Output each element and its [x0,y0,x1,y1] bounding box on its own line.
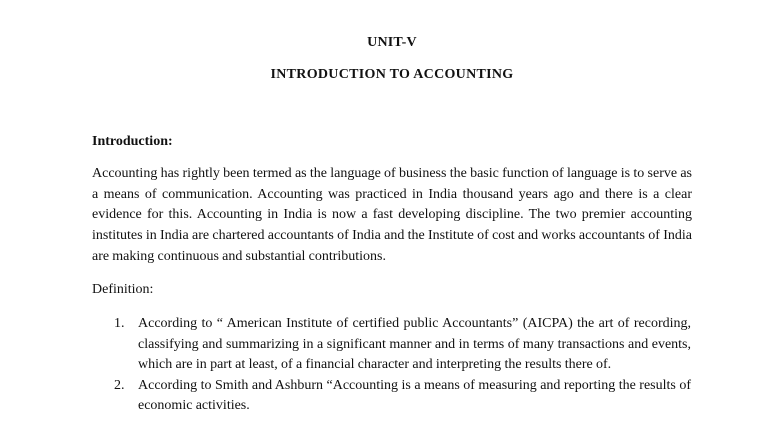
list-item [0,376,784,417]
definition-list [0,314,784,417]
definition-label: Definition: [92,282,154,297]
list-item [0,314,784,376]
list-item-text: According to Smith and Ashburn “Accounting is a means of measuring and reporting the results of economic activities. [138,377,691,413]
unit-heading: UNIT-V [367,35,417,50]
list-item-text: According to “ American Institute of certified public Accountants” (AICPA) the art of recording, classifying and summarizing in a significant manner and in terms of many transactions and events, which are in part at least, of a financial character and interpreting the results there of. [138,316,691,372]
introduction-paragraph: Accounting has rightly been termed as the language of business the basic function of language is to serve as a means of communication. Accounting was practiced in India thousand years ago and there is a clear evidence for this. Accounting in India is now a fast developing discipline. The two premier accounting institutes in India are chartered accountants of India and the Institute of cost and works accountants of India are making continuous and substantial contributions. [92,166,692,264]
list-item-number: 2. [114,377,125,393]
list-item-number: 1. [114,316,125,331]
introduction-heading: Introduction: [92,134,173,149]
page-title: INTRODUCTION TO ACCOUNTING [270,67,514,82]
